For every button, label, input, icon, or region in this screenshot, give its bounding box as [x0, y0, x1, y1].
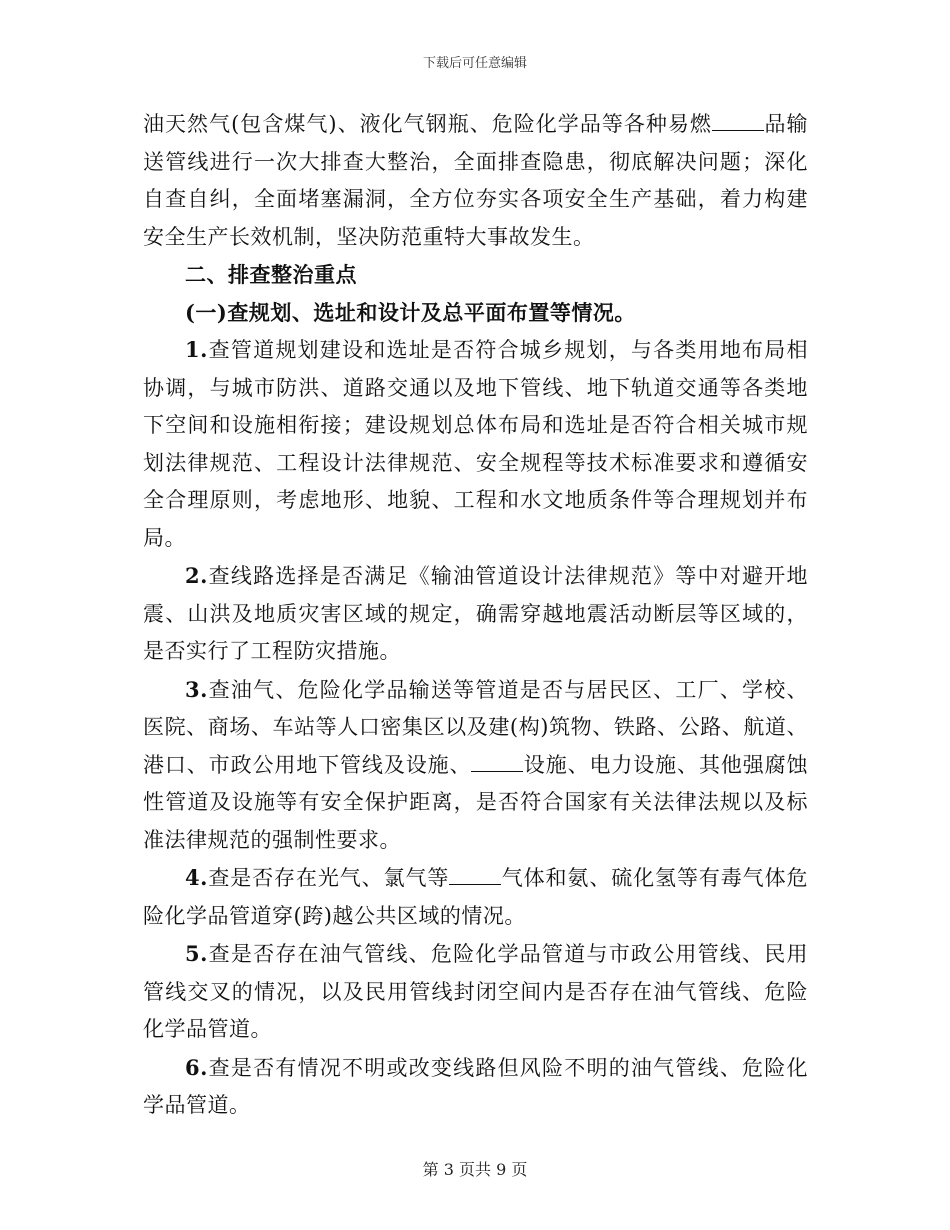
item-text-part-a: 查油气、危险化学品输送等管道是否与居民区、工厂、学校、医院、商场、车站等人口密集区以及建(构)筑物、铁路、公路、航道、港口、市政公用地下管线及设施、	[143, 677, 808, 777]
list-item-4	[143, 859, 808, 935]
item-text: 查管道规划建设和选址是否符合城乡规划，与各类用地布局相协调，与城市防洪、道路交通以及地下管线、地下轨道交通等各类地下空间和设施相衔接；建设规划总体布局和选址是否符合相关城市规划法律规范、工程设计法律规范、安全规程等技术标准要求和遵循安全合理原则，考虑地形、地貌、工程和水文地质条件等合理规划并布局。	[143, 338, 808, 550]
blank-fill-line	[712, 112, 764, 131]
item-text: 查线路选择是否满足《输油管道设计法律规范》等中对避开地震、山洪及地质灾害区域的规定，确需穿越地震活动断层等区域的，是否实行了工程防灾措施。	[143, 564, 808, 663]
intro-text-part-a: 油天然气(包含煤气)、液化气钢瓶、危险化学品等各种易燃	[143, 112, 712, 136]
paragraph-intro-continued	[143, 106, 808, 256]
list-item-5	[143, 935, 808, 1049]
item-number: 5.	[185, 941, 208, 966]
list-item-1	[143, 331, 808, 557]
list-item-6	[143, 1049, 808, 1125]
item-number: 2.	[185, 563, 208, 588]
list-item-3	[143, 671, 808, 860]
intro-text-part-b: 品输送管线进行一次大排查大整治，全面排查隐患，彻底解决问题；深化自查自纠，全面堵塞漏洞，全方位夯实各项安全生产基础，着力构建安全生产长效机制，坚决防范重特大事故发生。	[143, 112, 808, 249]
item-text: 查是否有情况不明或改变线路但风险不明的油气管线、危险化学品管道。	[143, 1055, 808, 1117]
page-number-footer: 第 3 页共 9 页	[422, 1160, 528, 1179]
item-text-part-a: 查是否存在光气、氯气等	[207, 866, 450, 890]
item-number: 1.	[185, 337, 208, 362]
blank-fill-line	[471, 753, 523, 772]
item-text: 查是否存在油气管线、危险化学品管道与市政公用管线、民用管线交叉的情况，以及民用管线封闭空间内是否存在油气管线、危险化学品管道。	[143, 942, 808, 1041]
page-header-note: 下载后可任意编辑	[422, 56, 527, 71]
item-number: 3.	[185, 676, 208, 702]
document-body	[143, 106, 808, 1125]
subsection-heading-1: (一)查规划、选址和设计及总平面布置等情况。	[185, 299, 636, 325]
item-text-part-b: 气体和氨、硫化氢等有毒气体危险化学品管道穿(跨)越公共区域的情况。	[143, 866, 808, 928]
item-text-part-b: 设施、电力设施、其他强腐蚀性管道及设施等有安全保护距离，是否符合国家有关法律法规以及标准法律规范的强制性要求。	[143, 752, 809, 852]
item-number: 6.	[185, 1054, 208, 1080]
item-number: 4.	[185, 865, 208, 890]
blank-fill-line	[449, 866, 501, 885]
section-heading-2: 二、排查整治重点	[185, 262, 357, 287]
list-item-2	[143, 557, 808, 671]
